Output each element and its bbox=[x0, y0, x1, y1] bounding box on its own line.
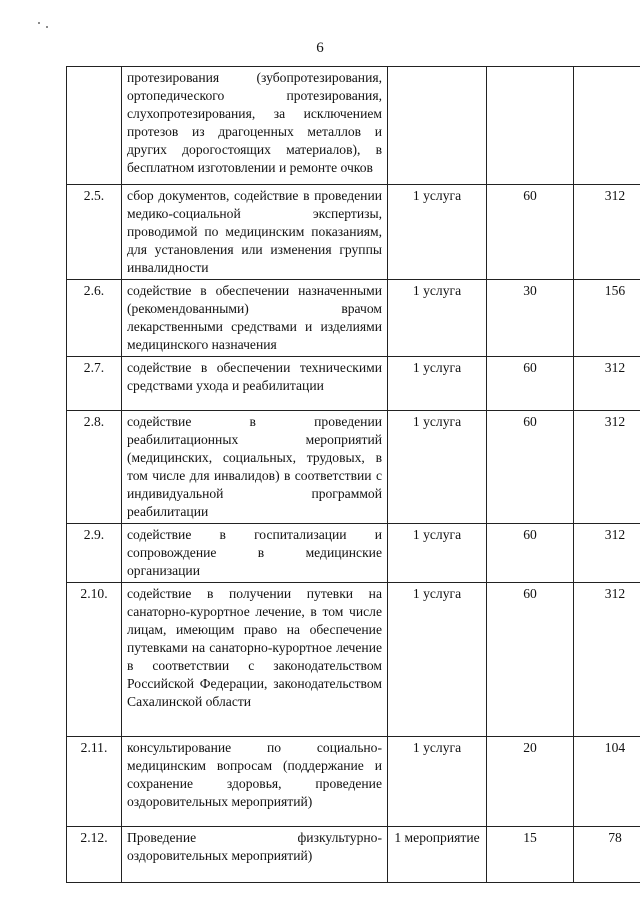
row-unit: 1 услуга bbox=[388, 411, 487, 524]
row-cost: 312 bbox=[574, 583, 640, 737]
row-cost: 312 bbox=[574, 411, 640, 524]
row-unit: 1 услуга bbox=[388, 737, 487, 827]
row-number bbox=[67, 67, 122, 185]
page-number: 6 bbox=[316, 40, 324, 56]
row-number: 2.5. bbox=[67, 185, 122, 280]
row-cost: 104 bbox=[574, 737, 640, 827]
table-row bbox=[67, 827, 640, 883]
row-minutes: 60 bbox=[487, 583, 574, 737]
row-number: 2.6. bbox=[67, 280, 122, 357]
row-unit: 1 услуга bbox=[388, 357, 487, 411]
row-minutes: 30 bbox=[487, 280, 574, 357]
scan-speck bbox=[38, 22, 40, 24]
table-row bbox=[67, 524, 640, 583]
row-unit: 1 услуга bbox=[388, 583, 487, 737]
row-cost: 312 bbox=[574, 185, 640, 280]
row-number: 2.9. bbox=[67, 524, 122, 583]
row-unit: 1 услуга bbox=[388, 185, 487, 280]
row-minutes: 15 bbox=[487, 827, 574, 883]
services-table bbox=[66, 66, 640, 883]
row-minutes: 60 bbox=[487, 357, 574, 411]
row-number: 2.8. bbox=[67, 411, 122, 524]
table-row bbox=[67, 411, 640, 524]
row-cost: 156 bbox=[574, 280, 640, 357]
row-description: содействие в обеспечении назначенными (рекомендованными) врачом лекарственными средствами и изделиями медицинского назначения bbox=[122, 280, 388, 357]
row-unit: 1 мероприятие bbox=[388, 827, 487, 883]
row-cost: 312 bbox=[574, 524, 640, 583]
row-description: содействие в обеспечении техническими средствами ухода и реабилитации bbox=[122, 357, 388, 411]
row-number: 2.7. bbox=[67, 357, 122, 411]
row-minutes bbox=[487, 67, 574, 185]
row-description: содействие в получении путевки на санаторно-курортное лечение, в том числе лицам, имеющим право на обеспечение путевками на санаторно-курортное лечение в соответствии с законодательством Российской Федерации, законодательством Сахалинской области bbox=[122, 583, 388, 737]
row-minutes: 20 bbox=[487, 737, 574, 827]
row-unit bbox=[388, 67, 487, 185]
row-description: протезирования (зубопротезирования, ортопедического протезирования, слухопротезирования, за исключением протезов из драгоценных металлов и других дорогостоящих материалов), в бесплатном изготовлении и ремонте очков bbox=[122, 67, 388, 185]
row-unit: 1 услуга bbox=[388, 280, 487, 357]
table-row bbox=[67, 737, 640, 827]
row-cost: 78 bbox=[574, 827, 640, 883]
row-number: 2.12. bbox=[67, 827, 122, 883]
row-description: содействие в госпитализации и сопровождение в медицинские организации bbox=[122, 524, 388, 583]
row-number: 2.11. bbox=[67, 737, 122, 827]
row-cost bbox=[574, 67, 640, 185]
table-row bbox=[67, 67, 640, 185]
row-description: сбор документов, содействие в проведении медико-социальной экспертизы, проводимой по медицинским показаниям, для установления или изменения группы инвалидности bbox=[122, 185, 388, 280]
row-cost: 312 bbox=[574, 357, 640, 411]
row-description: консультирование по социально-медицинским вопросам (поддержание и сохранение здоровья, проведение оздоровительных мероприятий) bbox=[122, 737, 388, 827]
table-row bbox=[67, 357, 640, 411]
row-description: содействие в проведении реабилитационных мероприятий (медицинских, социальных, трудовых, в том числе для инвалидов) в соответствии с индивидуальной программой реабилитации bbox=[122, 411, 388, 524]
scan-speck bbox=[46, 26, 48, 28]
row-minutes: 60 bbox=[487, 411, 574, 524]
row-unit: 1 услуга bbox=[388, 524, 487, 583]
table-row bbox=[67, 280, 640, 357]
table-row bbox=[67, 185, 640, 280]
table-row bbox=[67, 583, 640, 737]
row-minutes: 60 bbox=[487, 524, 574, 583]
row-minutes: 60 bbox=[487, 185, 574, 280]
row-description: Проведение физкультурно-оздоровительных мероприятий) bbox=[122, 827, 388, 883]
row-number: 2.10. bbox=[67, 583, 122, 737]
